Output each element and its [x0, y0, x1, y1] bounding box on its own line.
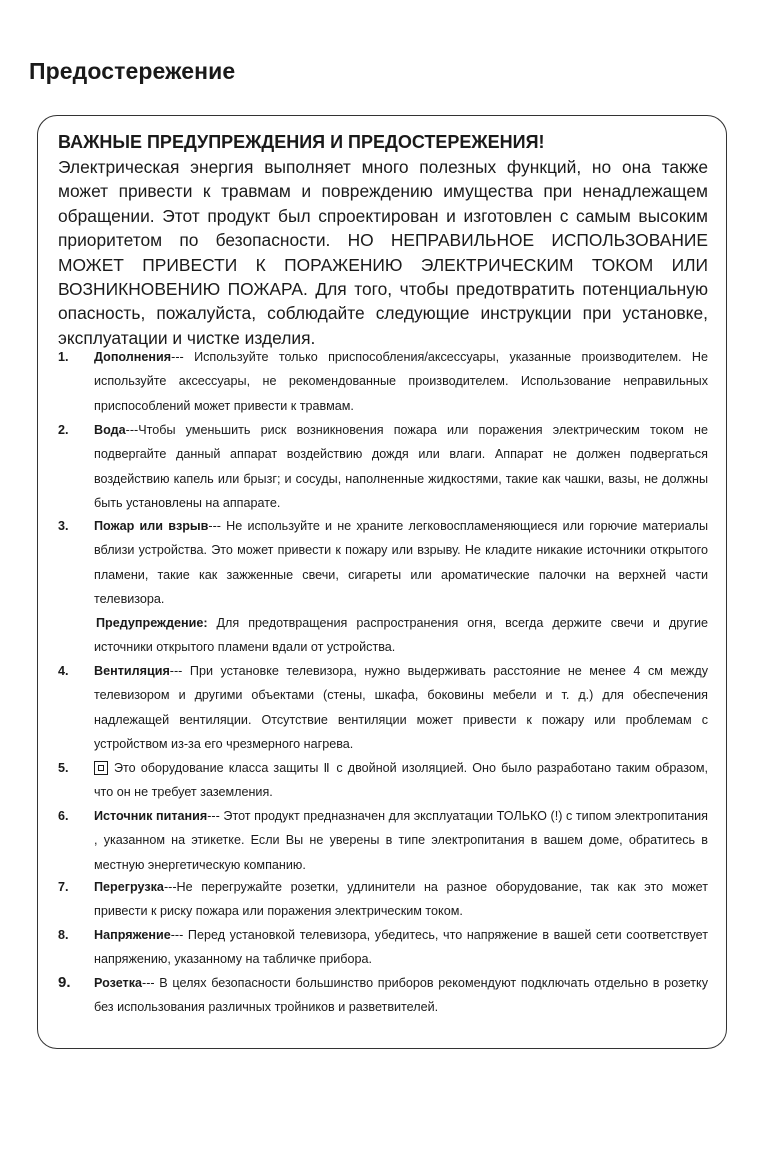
item-term: Перегрузка: [94, 880, 164, 894]
item-body: [94, 345, 708, 418]
intro-paragraph: Электрическая энергия выполняет много полезных функций, но она также может привести к травмам и повреждению имущества при ненадлежащем обращении. Этот продукт был спроектирован и изготовлен с самым высоким приоритетом по безопасности. НО НЕПРАВИЛЬНОЕ ИСПОЛЬЗОВАНИЕ МОЖЕТ ПРИВЕСТИ К ПОРАЖЕНИЮ ЭЛЕКТРИЧЕСКИМ ТОКОМ ИЛИ ВОЗНИКНОВЕНИЮ ПОЖАРА. Для того, чтобы предотвратить потенциальную опасность, пожалуйста, соблюдайте следующие инструкции при установке, эксплуатации и чистке изделия.: [58, 157, 708, 348]
item-number: 8.: [58, 928, 69, 942]
list-item-water: [58, 418, 708, 515]
item-text: --- Используйте только приспособления/аксессуары, указанные производителем. Не используйте аксессуары, не рекомендованные производителем. Использование неправильных приспособлений может привести к травмам.: [94, 350, 708, 413]
list-item-power-source: [58, 804, 708, 877]
item-body: [94, 875, 708, 924]
item-body: [94, 756, 708, 805]
item-number: 7.: [58, 880, 69, 894]
list-item-overload: [58, 875, 708, 924]
item-body: [94, 804, 708, 877]
item-number: 4.: [58, 664, 69, 678]
list-item-fire: [58, 514, 708, 611]
item-term: Напряжение: [94, 928, 171, 942]
list-item-ventilation: [58, 659, 708, 756]
note-term: Предупреждение:: [96, 616, 208, 630]
item-text: ---Чтобы уменьшить риск возникновения пожара или поражения электрическим током не подвергайте данный аппарат воздействию дождя или влаги. Аппарат не должен подвергаться воздействию капель или брызг; и сосуды, наполненные жидкостями, такие как чашки, вазы, не должны быть установлены на аппарате.: [94, 423, 708, 510]
item-number: 6.: [58, 809, 69, 823]
item-number: 9.: [58, 974, 71, 991]
item-body: [94, 923, 708, 972]
list-item-protection-class: [58, 756, 708, 805]
page-title: Предостережение: [29, 58, 236, 84]
item-body: [94, 514, 708, 611]
item-text: --- Этот продукт предназначен для эксплуатации ТОЛЬКО (!) с типом электропитания , указанном на этикетке. Если Вы не уверены в типе электропитания в вашем доме, обратитесь в местную энергетическую компанию.: [94, 809, 708, 872]
item-term: Вода: [94, 423, 126, 437]
item-text: --- Не используйте и не храните легковоспламеняющиеся или горючие материалы вблизи устройства. Это может привести к пожару или взрыву. Не кладите никакие источники открытого пламени, такие как зажженные свечи, сигареты или ароматические палочки на верхней части телевизора.: [94, 519, 708, 606]
list-item-accessories: [58, 345, 708, 418]
item-number: 5.: [58, 761, 69, 775]
item-body: [94, 971, 708, 1020]
item-text: --- В целях безопасности большинство приборов рекомендуют подключать отдельно в розетку без использования различных тройников и разветвителей.: [94, 976, 708, 1015]
item-term: Пожар или взрыв: [94, 519, 209, 533]
item-text: ---Не перегружайте розетки, удлинители на разное оборудование, так как это может привести к риску пожара или поражения электрическим током.: [94, 880, 708, 919]
item-term: Источник питания: [94, 809, 208, 823]
fire-warning-note: [94, 611, 708, 660]
list-item-voltage: [58, 923, 708, 972]
item-text: --- Перед установкой телевизора, убедитесь, что напряжение в вашей сети соответствует напряжению, указанному на табличке прибора.: [94, 928, 708, 967]
item-number: 3.: [58, 519, 69, 533]
item-number: 2.: [58, 423, 69, 437]
item-number: 1.: [58, 350, 69, 364]
item-term: Розетка: [94, 976, 143, 990]
item-text: --- При установке телевизора, нужно выдерживать расстояние не менее 4 см между телевизором и другими объектами (стены, шкафа, боковины мебели и т. д.) для обеспечения надлежащей вентиляции. Отсутствие вентиляции может привести к пожару или проблемам с устройством из-за его чрезмерного нагрева.: [94, 664, 708, 751]
list-item-socket: [58, 971, 708, 1020]
double-insulation-icon: [94, 761, 108, 775]
item-term: Вентиляция: [94, 664, 170, 678]
note-text: Для предотвращения распространения огня, всегда держите свечи и другие источники открытого пламени вдали от устройства.: [94, 616, 708, 655]
item-body: [94, 418, 708, 515]
item-text: Это оборудование класса защиты Ⅱ с двойной изоляцией. Оно было разработано таким образом, что он не требует заземления.: [94, 761, 708, 800]
item-term: Дополнения: [94, 350, 172, 364]
item-body: [94, 659, 708, 756]
warnings-heading: ВАЖНЫЕ ПРЕДУПРЕЖДЕНИЯ И ПРЕДОСТЕРЕЖЕНИЯ!: [58, 132, 545, 152]
